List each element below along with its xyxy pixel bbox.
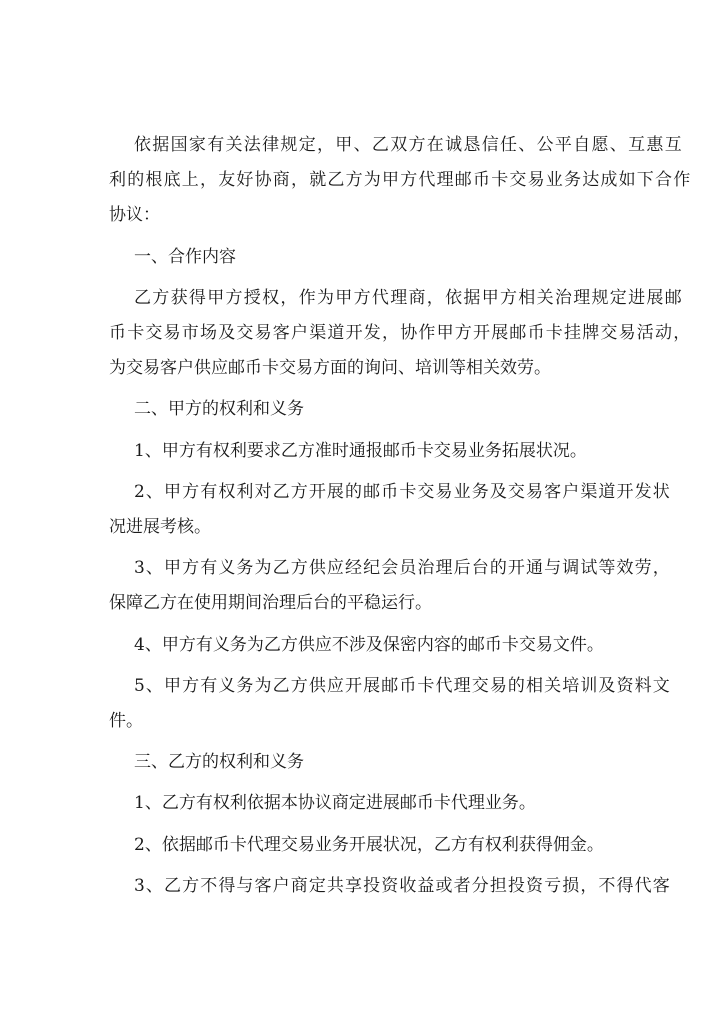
text-line: 4、甲方有义务为乙方供应不涉及保密内容的邮币卡交易文件。 xyxy=(134,634,604,655)
text-line: 三、乙方的权利和义务 xyxy=(134,752,304,773)
text-line: 币卡交易市场及交易客户渠道开发，协作甲方开展邮币卡挂牌交易活动， xyxy=(109,323,692,344)
text-line: 况进展考核。 xyxy=(109,517,211,538)
section-heading xyxy=(109,240,649,275)
text-line: 二、甲方的权利和义务 xyxy=(134,399,304,420)
text-line: 一、合作内容 xyxy=(134,246,236,267)
list-item xyxy=(109,628,649,663)
document-body xyxy=(109,128,692,910)
list-item xyxy=(109,786,649,821)
list-item xyxy=(109,475,671,545)
text-line: 1、乙方有权利依据本协议商定进展邮币卡代理业务。 xyxy=(134,793,536,814)
text-line: 3、乙方不得与客户商定共享投资收益或者分担投资亏损，不得代客 xyxy=(134,875,671,896)
section-paragraph xyxy=(109,281,692,387)
text-line: 5、甲方有义务为乙方供应开展邮币卡代理交易的相关培训及资料文 xyxy=(134,675,671,696)
text-line: 为交易客户供应邮币卡交易方面的询问、培训等相关效劳。 xyxy=(109,358,551,379)
list-item xyxy=(109,828,649,863)
text-line: 依据国家有关法律规定，甲、乙双方在诚恳信任、公平自愿、互惠互 xyxy=(134,135,683,155)
list-item xyxy=(109,669,671,739)
text-line: 件。 xyxy=(109,711,143,732)
section-heading xyxy=(109,392,649,427)
text-line: 保障乙方在使用期间治理后台的平稳运行。 xyxy=(109,593,432,614)
text-line: 2、甲方有权利对乙方开展的邮币卡交易业务及交易客户渠道开发状 xyxy=(134,481,671,502)
text-line: 2、依据邮币卡代理交易业务开展状况，乙方有权利获得佣金。 xyxy=(134,834,604,855)
text-line: 3、甲方有义务为乙方供应经纪会员治理后台的开通与调试等效劳， xyxy=(134,558,671,579)
text-line: 乙方获得甲方授权，作为甲方代理商，依据甲方相关治理规定进展邮 xyxy=(134,287,683,308)
intro-paragraph xyxy=(109,128,692,234)
text-line: 利的根底上，友好协商，就乙方为甲方代理邮币卡交易业务达成如下合作 xyxy=(109,170,692,191)
list-item xyxy=(109,551,671,621)
section-heading xyxy=(109,745,649,780)
list-item xyxy=(109,434,649,469)
text-line: 1、甲方有权利要求乙方准时通报邮币卡交易业务拓展状况。 xyxy=(134,440,587,461)
text-line: 协议： xyxy=(109,205,160,226)
list-item xyxy=(109,869,671,904)
